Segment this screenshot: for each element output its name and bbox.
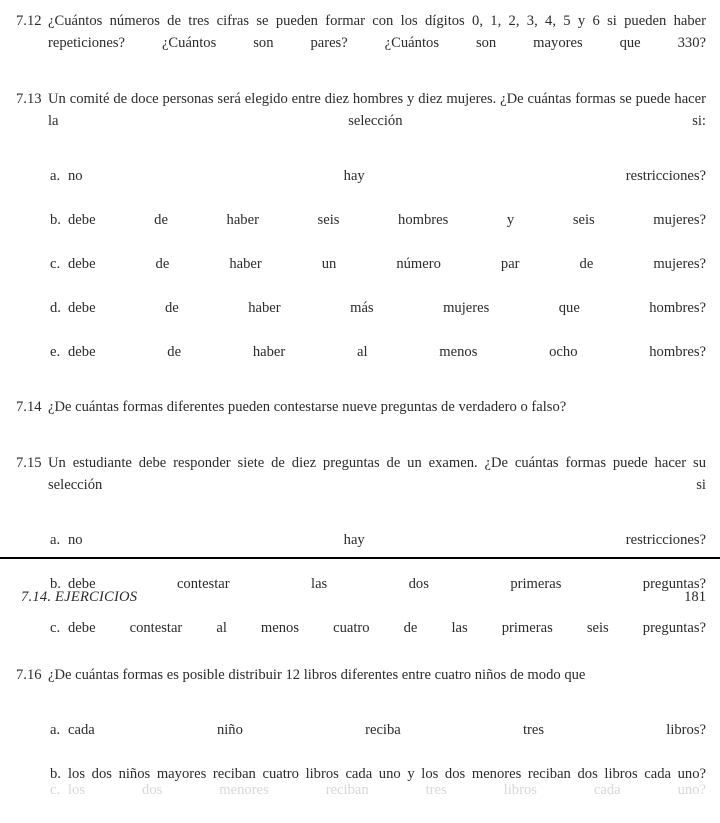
exercise-item xyxy=(0,664,720,708)
subitem-marker: b. xyxy=(50,212,61,228)
exercise-text: ¿De cuántas formas es posible distribuir 12 libros diferentes entre cuatro niños de modo que xyxy=(48,667,586,683)
clipped-list-item xyxy=(0,779,720,798)
list-item xyxy=(0,253,720,297)
exercise-item xyxy=(0,452,720,518)
subitem-marker: b. xyxy=(50,576,61,592)
subitem-marker: a. xyxy=(50,722,61,738)
exercise-number: 7.16 xyxy=(16,667,42,683)
subitem-text: no hay restricciones? xyxy=(68,168,706,184)
subitem-marker: e. xyxy=(50,344,61,360)
exercise-number: 7.15 xyxy=(16,455,42,471)
exercise-item xyxy=(0,396,720,440)
subitem-text: debe contestar al menos cuatro de las primeras seis preguntas? xyxy=(68,620,706,636)
spacer xyxy=(0,385,720,396)
spacer xyxy=(0,76,720,88)
exercise-item xyxy=(0,88,720,154)
spacer xyxy=(0,440,720,452)
exercise-text: Un comité de doce personas será elegido entre diez hombres y diez mujeres. ¿De cuántas formas se puede hacer la selección si: xyxy=(48,91,706,129)
page-number: 181 xyxy=(684,589,706,605)
exercises-top-section xyxy=(0,10,720,661)
exercise-text: ¿Cuántos números de tres cifras se pueden formar con los dígitos 0, 1, 2, 3, 4, 5 y 6 si pueden haber repeticiones? ¿Cuántos son pares? ¿Cuántos son mayores que 330? xyxy=(48,13,706,51)
exercise-text: ¿De cuántas formas diferentes pueden contestarse nueve preguntas de verdadero o falso? xyxy=(48,399,567,415)
subitem-marker: d. xyxy=(50,300,61,316)
exercise-item xyxy=(0,10,720,76)
subitem-text: no hay restricciones? xyxy=(68,532,706,548)
subitem-text: cada niño reciba tres libros? xyxy=(68,722,706,738)
exercise-number: 7.13 xyxy=(16,91,42,107)
list-item xyxy=(0,165,720,209)
subitem-marker: c. xyxy=(50,620,61,636)
spacer xyxy=(0,518,720,529)
running-header-title: 7.14. EJERCICIOS xyxy=(21,589,138,605)
running-header xyxy=(0,586,720,608)
subitem-marker: b. xyxy=(50,766,61,782)
page-break-rule xyxy=(0,557,720,559)
list-item xyxy=(0,529,720,573)
subitem-marker: a. xyxy=(50,168,61,184)
subitem-marker: c. xyxy=(50,782,61,798)
exercise-subitem-list xyxy=(0,165,720,385)
list-item xyxy=(0,341,720,385)
list-item xyxy=(0,297,720,341)
subitem-text: debe de haber al menos ocho hombres? xyxy=(68,344,706,360)
subitem-text: los dos niños mayores reciban cuatro libros cada uno y los dos menores reciban dos libros cada uno? xyxy=(68,766,706,782)
list-item xyxy=(0,719,720,763)
spacer xyxy=(0,154,720,165)
subitem-text: debe contestar las dos primeras preguntas? xyxy=(68,576,706,592)
exercise-number: 7.12 xyxy=(16,13,42,29)
exercise-number: 7.14 xyxy=(16,399,42,415)
list-item xyxy=(0,779,720,823)
subitem-marker: a. xyxy=(50,532,61,548)
subitem-marker: c. xyxy=(50,256,61,272)
subitem-text: debe de haber un número par de mujeres? xyxy=(68,256,706,272)
subitem-text: los dos menores reciban tres libros cada uno? xyxy=(68,782,706,798)
subitem-text: debe de haber seis hombres y seis mujeres? xyxy=(68,212,706,228)
list-item xyxy=(0,209,720,253)
exercise-text: Un estudiante debe responder siete de diez preguntas de un examen. ¿De cuántas formas puede hacer su selección si xyxy=(48,455,706,493)
subitem-text: debe de haber más mujeres que hombres? xyxy=(68,300,706,316)
spacer xyxy=(0,708,720,719)
list-item xyxy=(0,617,720,661)
